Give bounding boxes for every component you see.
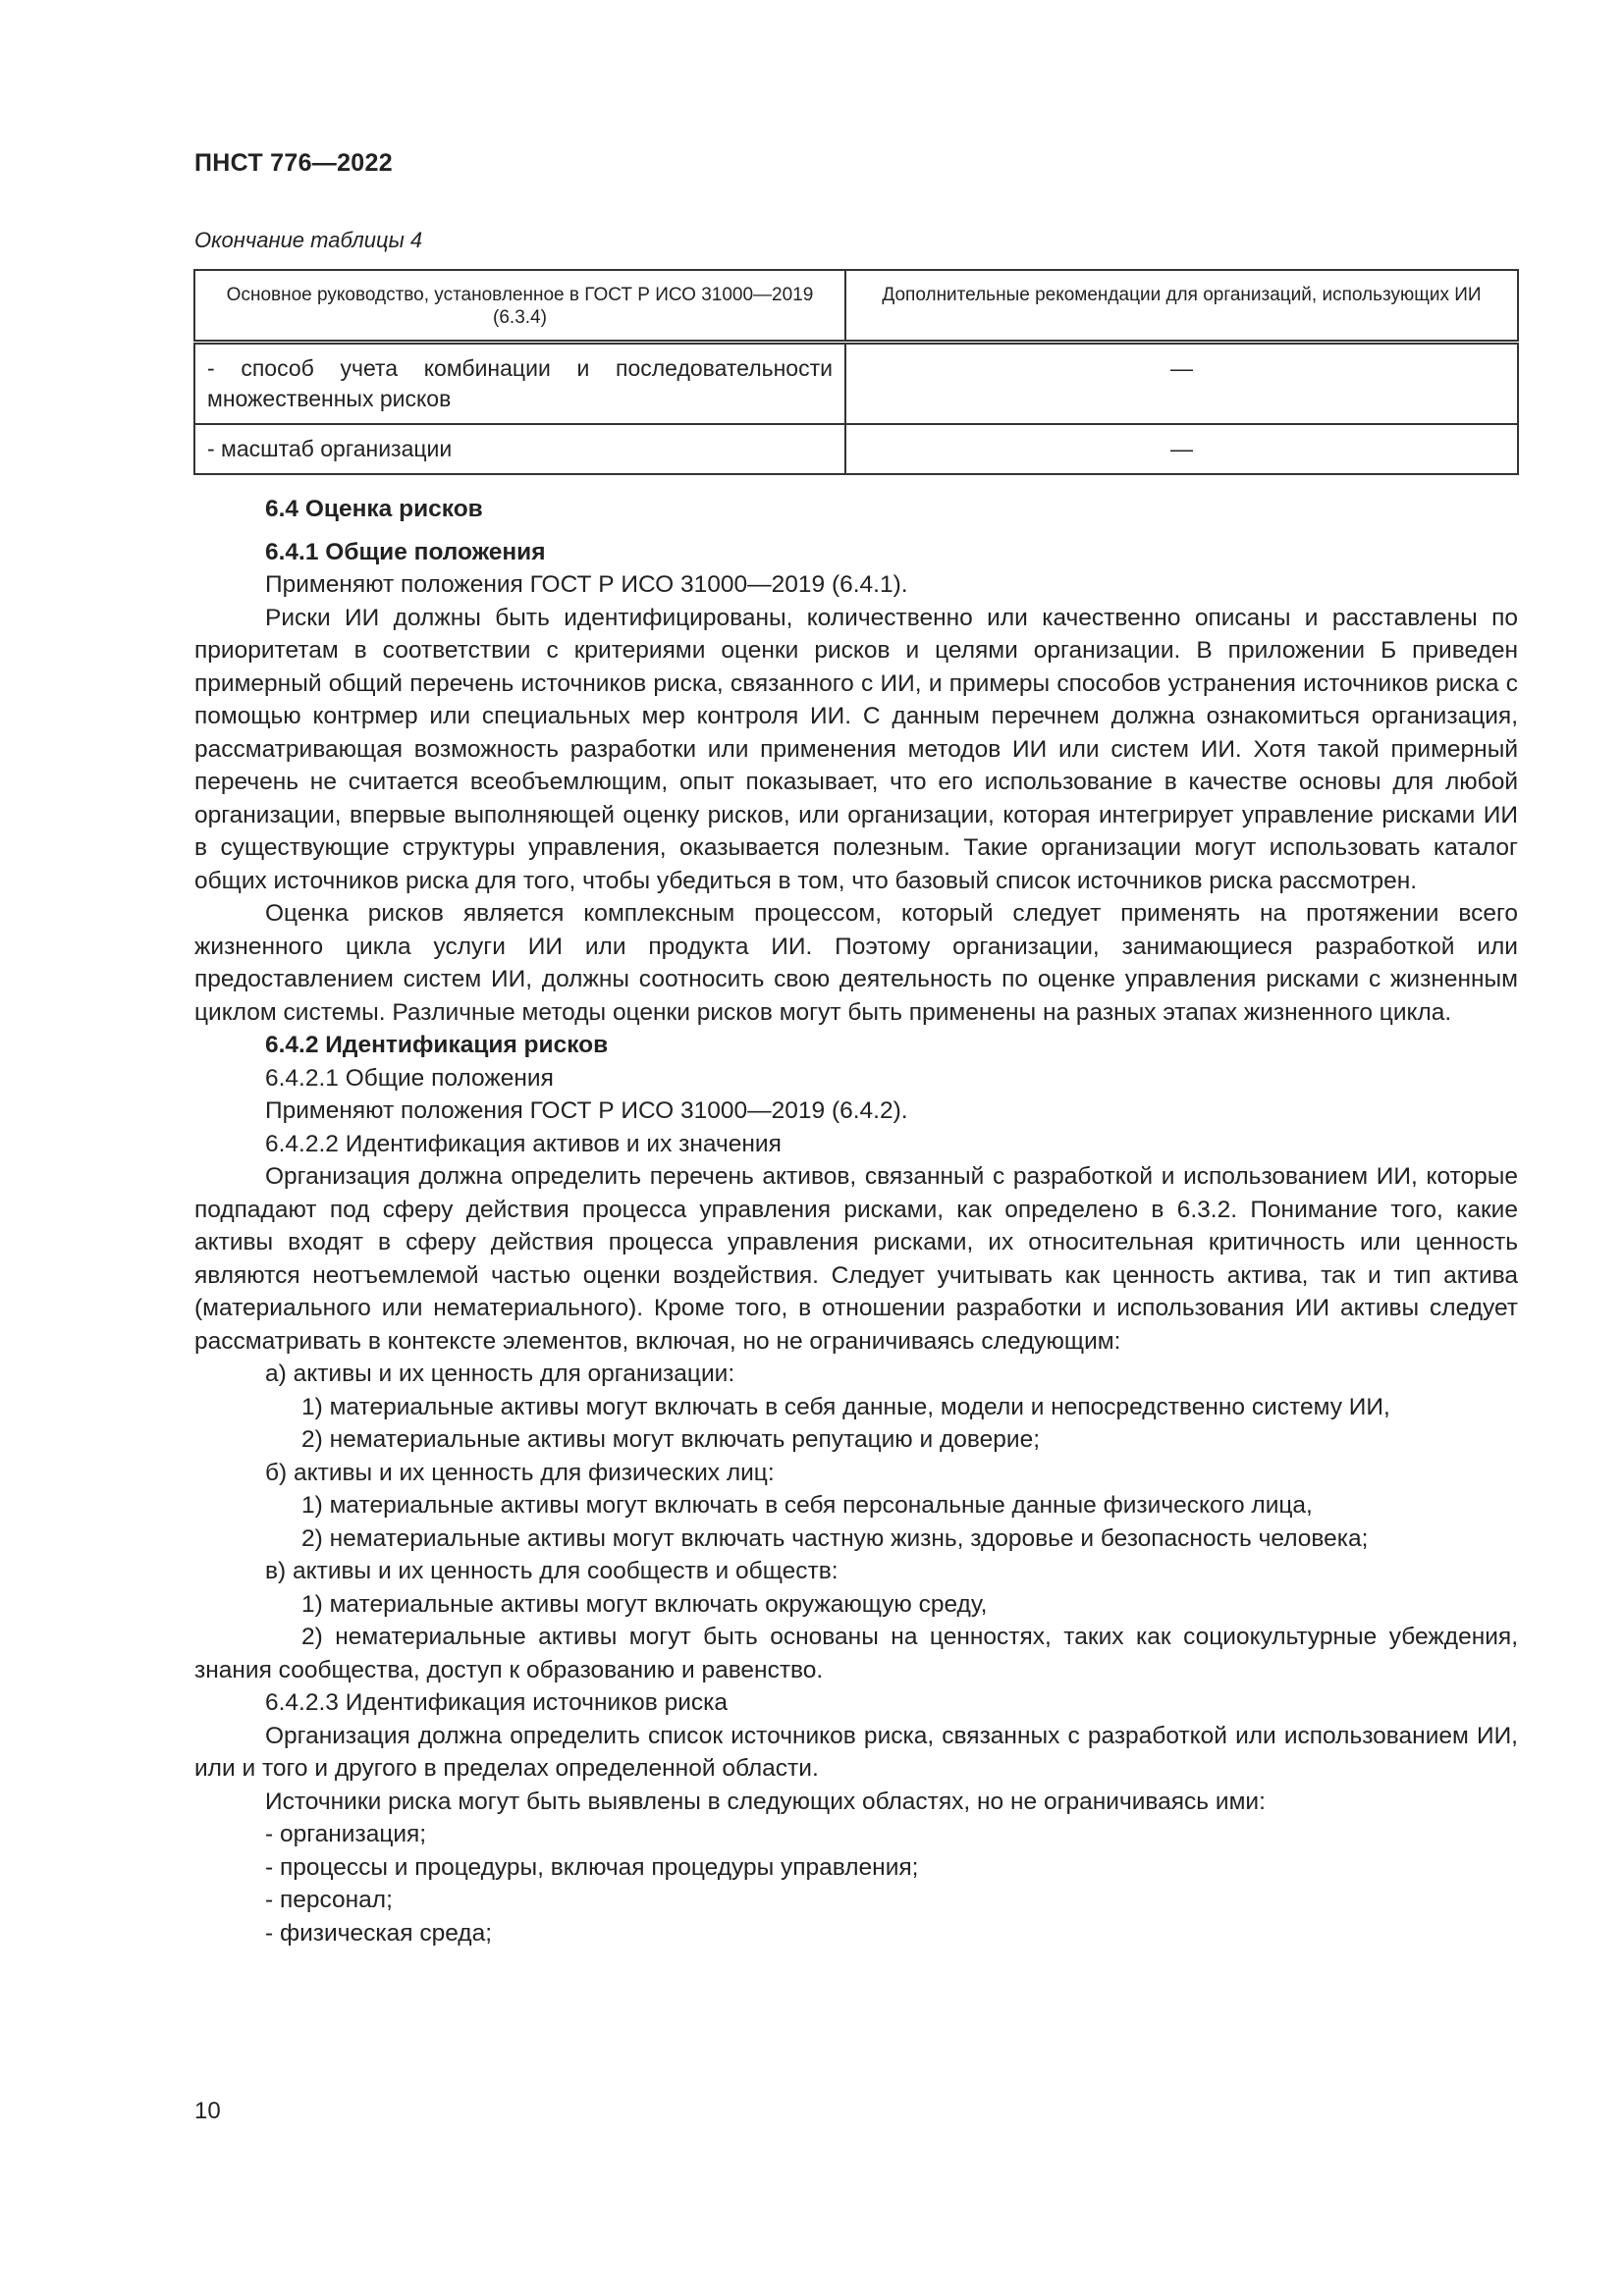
list-item: - физическая среда; — [265, 1919, 493, 1947]
subsection-heading: 6.4.2.2 Идентификация активов и их значения — [265, 1130, 782, 1157]
paragraph: Организация должна определить перечень активов, связанный с разработкой и использованием ИИ, которые подпадают под сферу действия процесса управления рисками, как определено в 6.3.2. Понимание того, какие активы входят в сферу действия процесса управления рисками, их относительная критичность или ценность являются неотъемлемой частью оценки воздействия. Следует учитывать как ценность актива, так и тип актива (материального или нематериального). Кроме того, в отношении разработки и использования ИИ активы следует рассматривать в контексте элементов, включая, но не ограничиваясь следующим: — [194, 1163, 1518, 1355]
table-row — [194, 343, 1518, 425]
table-header-cell: Основное руководство, установленное в ГОСТ Р ИСО 31000—2019 (6.3.4) — [194, 270, 845, 343]
subsection-heading: 6.4.2.3 Идентификация источников риска — [265, 1689, 729, 1716]
list-item: 2) нематериальные активы могут быть основаны на ценностях, таких как социокультурные убеждения, знания сообщества, доступ к образованию и равенство. — [194, 1624, 1518, 1683]
table-row — [194, 424, 1518, 474]
page-number: 10 — [194, 2098, 221, 2124]
subsection-heading: 6.4.2.1 Общие положения — [265, 1064, 554, 1092]
document-id: ПНСТ 776—2022 — [194, 149, 393, 177]
list-item: 2) нематериальные активы могут включать репутацию и доверие; — [301, 1426, 1041, 1453]
list-item: - организация; — [265, 1821, 427, 1847]
list-item: а) активы и их ценность для организации: — [265, 1361, 735, 1387]
table-header-row — [194, 270, 1518, 343]
table-header-cell: Дополнительные рекомендации для организаций, использующих ИИ — [845, 270, 1518, 343]
list-item: - процессы и процедуры, включая процедуры управления; — [265, 1853, 919, 1881]
paragraph: Риски ИИ должны быть идентифицированы, количественно или качественно описаны и расставлены по приоритетам в соответствии с критериями оценки рисков и целями организации. В приложении Б приведен примерный общий перечень источников риска, связанного с ИИ, и примеры способов устранения источников риска с помощью контрмер или специальных мер контроля ИИ. С данным перечнем должна ознакомиться организация, рассматривающая возможность разработки или применения методов ИИ или систем ИИ. Хотя такой примерный перечень не считается всеобъемлющим, опыт показывает, что его использование в качестве основы для любой организации, впервые выполняющей оценку рисков, или организации, которая интегрирует управление рисками ИИ в существующие структуры управления, оказывается полезным. Такие организации могут использовать каталог общих источников риска для того, чтобы убедиться в том, что базовый список источников риска рассмотрен. — [194, 604, 1518, 894]
paragraph: Применяют положения ГОСТ Р ИСО 31000—2019 (6.4.1). — [265, 571, 908, 598]
document-body — [194, 493, 1518, 1949]
section-heading-6-4: 6.4 Оценка рисков — [265, 496, 483, 522]
table-cell: - способ учета комбинации и последовательности множественных рисков — [194, 343, 845, 425]
paragraph: Источники риска могут быть выявлены в следующих областях, но не ограничиваясь ими: — [265, 1788, 1266, 1815]
section-heading-6-4-1: 6.4.1 Общие положения — [265, 538, 546, 565]
paragraph: Организация должна определить список источников риска, связанных с разработкой или использованием ИИ, или и того и другого в пределах определенной области. — [194, 1722, 1518, 1782]
table-caption: Окончание таблицы 4 — [194, 228, 423, 252]
table-cell: — — [845, 343, 1518, 425]
list-item: 1) материальные активы могут включать в себя персональные данные физического лица, — [301, 1492, 1313, 1519]
table-4 — [193, 269, 1519, 475]
paragraph: Применяют положения ГОСТ Р ИСО 31000—2019 (6.4.2). — [265, 1097, 908, 1124]
list-item: 2) нематериальные активы могут включать частную жизнь, здоровье и безопасность человека; — [301, 1524, 1369, 1552]
list-item: в) активы и их ценность для сообществ и обществ: — [265, 1558, 839, 1584]
list-item: 1) материальные активы могут включать в себя данные, модели и непосредственно систему ИИ, — [301, 1393, 1390, 1420]
list-item: б) активы и их ценность для физических лиц: — [265, 1459, 775, 1486]
list-item: 1) материальные активы могут включать окружающую среду, — [301, 1590, 988, 1618]
table-cell: - масштаб организации — [194, 424, 845, 474]
list-item: - персонал; — [265, 1887, 393, 1913]
section-heading-6-4-2: 6.4.2 Идентификация рисков — [265, 1032, 609, 1058]
paragraph: Оценка рисков является комплексным процессом, который следует применять на протяжении всего жизненного цикла услуги ИИ или продукта ИИ. Поэтому организации, занимающиеся разработкой или предоставлением систем ИИ, должны соотносить свою деятельность по оценке управления рисками с жизненным циклом системы. Различные методы оценки рисков могут быть применены на разных этапах жизненного цикла. — [194, 900, 1518, 1026]
table-cell: — — [845, 424, 1518, 474]
